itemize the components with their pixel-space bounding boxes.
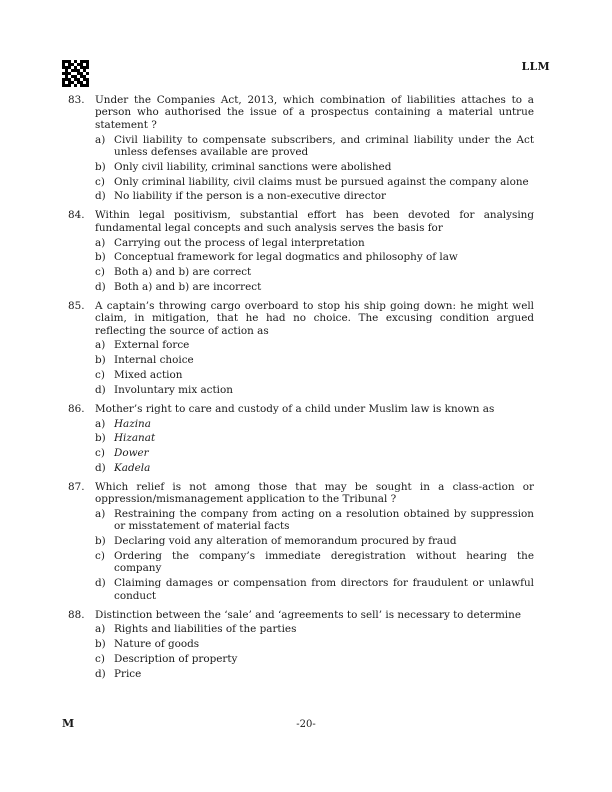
option-label: a) <box>95 133 106 146</box>
option-c <box>95 369 534 381</box>
option-text: Kadela <box>114 461 151 474</box>
option-text: Restraining the company from acting on a resolution obtained by suppression or misstatement of material facts <box>114 508 534 533</box>
option-d <box>95 668 534 680</box>
question-number: 88. <box>68 608 85 621</box>
option-label: d) <box>95 190 106 203</box>
question-text: Under the Companies Act, 2013, which combination of liabilities attaches to a person who authorised the issue of a prospectus containing a material untrue statement ? <box>95 94 534 131</box>
option-text: Internal choice <box>114 354 194 367</box>
option-text: Hizanat <box>114 432 156 445</box>
option-b <box>95 161 534 173</box>
option-text: Only criminal liability, civil claims must be pursued against the company alone <box>114 175 529 188</box>
option-label: b) <box>95 638 106 651</box>
question-number: 83. <box>68 94 85 106</box>
paper-code: LLM <box>521 60 550 73</box>
option-label: a) <box>95 508 106 521</box>
option-label: d) <box>95 383 106 396</box>
option-a <box>95 339 534 351</box>
option-text: Claiming damages or compensation from directors for fraudulent or unlawful conduct <box>114 577 534 602</box>
question-84 <box>68 209 534 293</box>
option-text: Both a) and b) are incorrect <box>114 280 262 293</box>
question-number: 84. <box>68 209 85 222</box>
option-text: Conceptual framework for legal dogmatics and philosophy of law <box>114 251 458 264</box>
question-85 <box>68 300 534 396</box>
question-83 <box>68 94 534 203</box>
option-c <box>95 266 534 278</box>
option-label: a) <box>95 417 106 430</box>
option-label: d) <box>95 577 106 590</box>
option-label: a) <box>95 236 106 249</box>
option-d <box>95 384 534 396</box>
option-label: c) <box>95 266 105 279</box>
option-label: a) <box>95 339 106 352</box>
option-label: d) <box>95 461 106 474</box>
option-label: d) <box>95 667 106 680</box>
option-text: External force <box>114 339 190 352</box>
question-list <box>68 94 534 687</box>
option-b <box>95 535 534 547</box>
option-label: d) <box>95 280 106 293</box>
question-number: 87. <box>68 480 85 493</box>
option-b <box>95 432 534 444</box>
page-number: -20- <box>296 719 316 730</box>
option-a <box>95 508 534 533</box>
option-b <box>95 354 534 366</box>
question-number: 85. <box>68 299 85 312</box>
option-text: No liability if the person is a non-executive director <box>114 190 387 203</box>
option-label: c) <box>95 369 105 382</box>
option-label: b) <box>95 354 106 367</box>
option-label: c) <box>95 652 105 665</box>
question-number: 86. <box>68 402 85 415</box>
option-text: Dower <box>114 447 149 460</box>
option-text: Only civil liability, criminal sanctions were abolished <box>114 160 392 173</box>
option-label: a) <box>95 623 106 636</box>
option-d <box>95 281 534 293</box>
option-d <box>95 190 534 202</box>
option-label: c) <box>95 550 105 563</box>
question-text: Within legal positivism, substantial effort has been devoted for analysing fundamental legal concepts and such analysis serves the basis for <box>95 209 534 234</box>
question-text: A captain’s throwing cargo overboard to stop his ship going down: he might well claim, in mitigation, that he had no choice. The excusing condition argued reflecting the source of action as <box>95 299 534 337</box>
option-c <box>95 653 534 665</box>
question-text: Which relief is not among those that may be sought in a class-action or oppression/mismanagement application to the Tribunal ? <box>95 480 534 506</box>
option-b <box>95 638 534 650</box>
option-a <box>95 237 534 249</box>
option-text: Rights and liabilities of the parties <box>114 623 297 636</box>
series-code: M <box>62 717 75 730</box>
option-a <box>95 623 534 635</box>
option-label: c) <box>95 175 105 188</box>
option-label: b) <box>95 432 106 445</box>
option-text: Civil liability to compensate subscribers, and criminal liability under the Act unless defenses available are proved <box>114 133 534 159</box>
option-d <box>95 577 534 602</box>
option-text: Description of property <box>114 652 238 665</box>
option-c <box>95 447 534 459</box>
option-text: Ordering the company’s immediate deregistration without hearing the company <box>114 550 534 575</box>
option-text: Mixed action <box>114 369 183 382</box>
qr-code-icon <box>62 60 89 87</box>
option-label: c) <box>95 447 105 460</box>
option-text: Both a) and b) are correct <box>114 266 252 279</box>
option-a <box>95 134 534 159</box>
option-text: Carrying out the process of legal interpretation <box>114 236 365 249</box>
option-c <box>95 176 534 188</box>
option-text: Declaring void any alteration of memorandum procured by fraud <box>114 535 457 548</box>
option-c <box>95 550 534 575</box>
option-text: Price <box>114 667 142 680</box>
option-b <box>95 251 534 263</box>
option-label: b) <box>95 251 106 264</box>
question-88 <box>68 609 534 681</box>
option-d <box>95 462 534 474</box>
option-a <box>95 418 534 430</box>
option-label: b) <box>95 160 106 173</box>
question-87 <box>68 481 534 602</box>
option-text: Hazina <box>114 417 151 430</box>
option-label: b) <box>95 535 106 548</box>
question-text: Distinction between the ‘sale’ and ‘agreements to sell’ is necessary to determine <box>95 608 521 621</box>
question-text: Mother’s right to care and custody of a child under Muslim law is known as <box>95 402 495 415</box>
option-text: Involuntary mix action <box>114 383 233 396</box>
question-86 <box>68 403 534 475</box>
option-text: Nature of goods <box>114 638 200 651</box>
